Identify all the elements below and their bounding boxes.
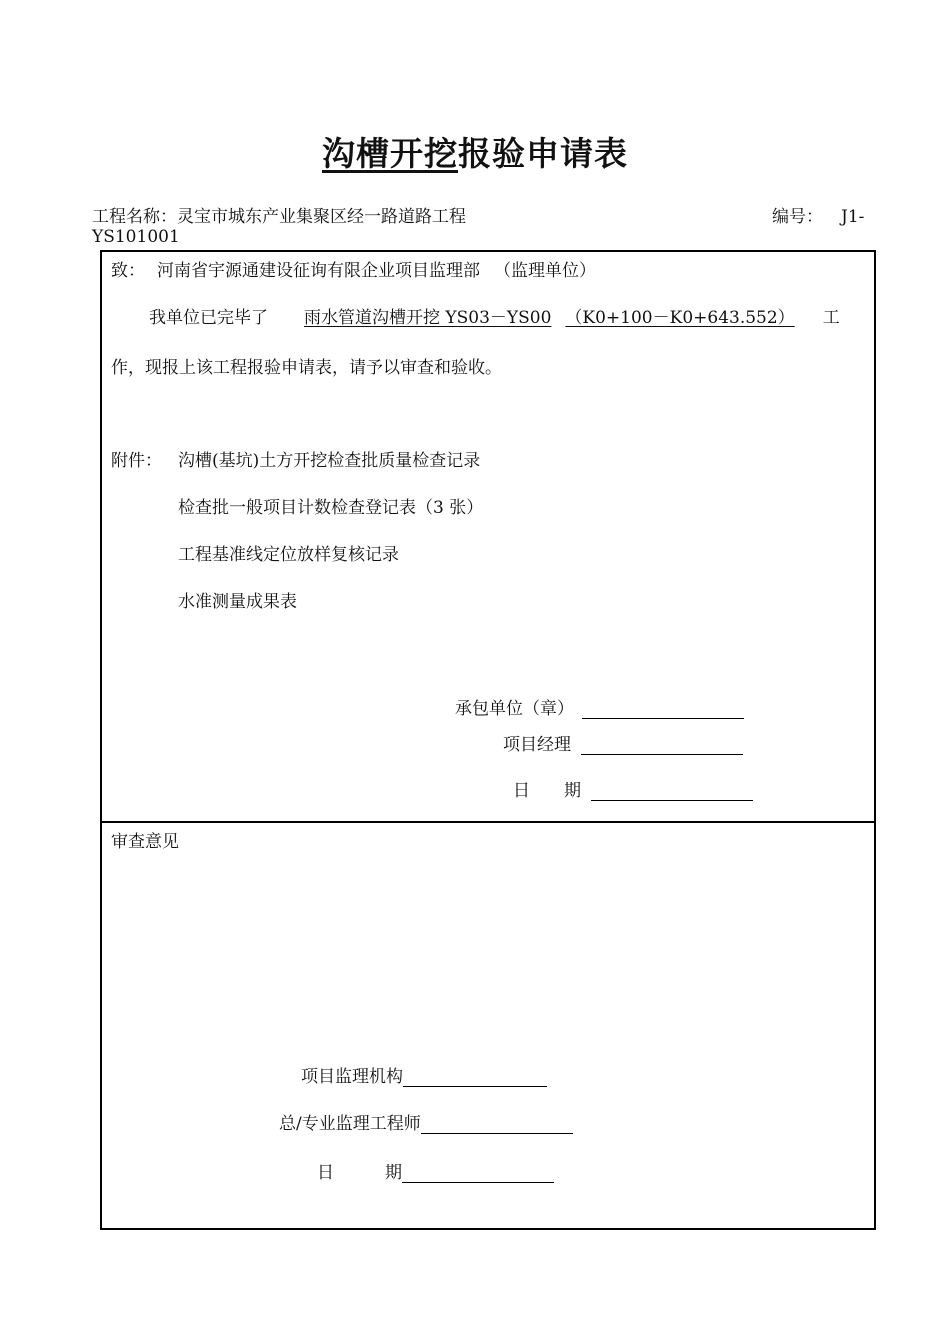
contractor-date-blank xyxy=(591,800,753,801)
contractor-seal-blank xyxy=(582,718,744,719)
body-prefix: 我单位已完毕了 xyxy=(149,308,268,328)
project-name xyxy=(92,202,466,227)
supervising-engineer-label: 总/专业监理工程师 xyxy=(279,1114,421,1134)
supervision-agency-blank xyxy=(403,1086,547,1087)
attachment-item: 工程基准线定位放样复核记录 xyxy=(178,545,399,565)
body-line-1 xyxy=(149,303,840,328)
supervising-engineer-blank xyxy=(421,1133,573,1134)
supervision-agency-field xyxy=(301,1062,547,1087)
document-number-value-part2: YS101001 xyxy=(92,227,180,247)
title-rest: 报验申请表 xyxy=(458,134,628,173)
contractor-date-label: 日 期 xyxy=(513,781,581,801)
work-range: （K0+100－K0+643.552） xyxy=(565,308,795,328)
attachment-item: 检查批一般项目计数检查登记表（3 张） xyxy=(178,498,484,518)
addressee-value: 河南省宇源通建设征询有限企业项目监理部 xyxy=(157,261,480,281)
project-manager-field xyxy=(503,730,743,755)
work-item: 雨水管道沟槽开挖 YS03－YS00 xyxy=(304,308,552,328)
project-manager-label: 项目经理 xyxy=(503,735,571,755)
page-title xyxy=(0,128,950,175)
supervision-agency-label: 项目监理机构 xyxy=(301,1067,403,1087)
project-name-value: 灵宝市城东产业集聚区经一路道路工程 xyxy=(177,207,466,227)
section-divider xyxy=(102,821,874,823)
body-line-2: 作，现报上该工程报验申请表，请予以审查和验收。 xyxy=(111,358,502,378)
attachment-item: 沟槽(基坑)土方开挖检查批质量检查记录 xyxy=(178,451,481,471)
application-form-box xyxy=(100,250,876,1230)
addressee-suffix: （监理单位） xyxy=(494,261,596,281)
project-manager-blank xyxy=(581,754,743,755)
supervision-date-field xyxy=(317,1158,554,1183)
supervision-date-label: 日 期 xyxy=(317,1163,402,1183)
supervision-date-blank xyxy=(402,1182,554,1183)
attachments-label: 附件： xyxy=(111,451,162,471)
contractor-seal-label: 承包单位（章） xyxy=(455,699,574,719)
supervising-engineer-field xyxy=(279,1109,573,1134)
title-underlined-part: 沟槽开挖 xyxy=(322,134,458,173)
review-opinion-heading: 审查意见 xyxy=(111,832,179,852)
document-number xyxy=(772,202,864,227)
addressee-label: 致： xyxy=(111,261,145,281)
document-number-label: 编号： xyxy=(772,207,823,227)
document-number-value-part1: J1- xyxy=(841,207,865,227)
contractor-seal-field xyxy=(455,694,744,719)
project-name-label: 工程名称： xyxy=(92,207,177,227)
addressee-line xyxy=(111,256,596,281)
body-suffix: 工 xyxy=(822,308,840,328)
attachment-item: 水准测量成果表 xyxy=(178,592,297,612)
contractor-date-field xyxy=(513,776,753,801)
